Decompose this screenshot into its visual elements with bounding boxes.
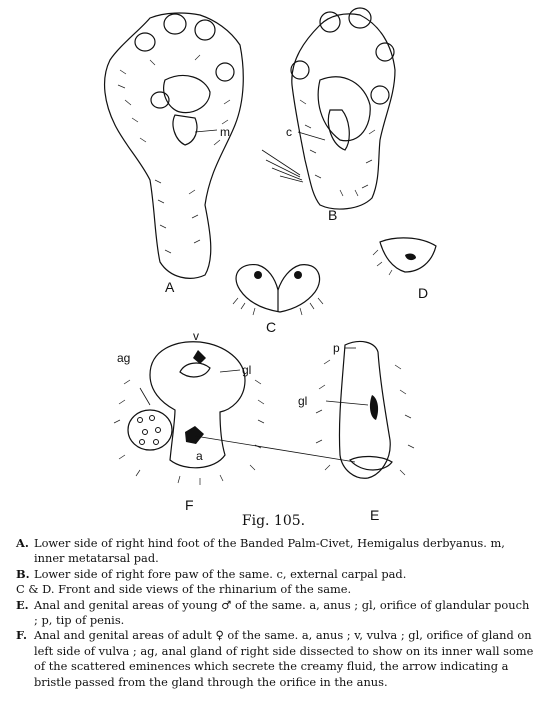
panel-c-rhinarium-front-drawing xyxy=(233,265,323,315)
legend-key: B. xyxy=(16,566,30,581)
legend-key: A. xyxy=(16,536,29,550)
legend-item-a xyxy=(16,536,536,567)
legend-text: Lower side of right hind foot of the Banded Palm-Civet, Hemigalus derbyanus. m, inner metatarsal pad. xyxy=(34,536,505,566)
panel-b-fore-paw-drawing xyxy=(262,8,395,209)
panel-label-c: C xyxy=(266,319,277,335)
figure-number: Fig. 105. xyxy=(241,513,306,529)
annotation-v: v xyxy=(193,329,199,343)
legend-item-f xyxy=(16,628,536,690)
legend-key: F. xyxy=(16,628,27,643)
panel-label-f: F xyxy=(185,497,194,513)
annotation-a: a xyxy=(196,449,203,463)
annotation-c: c xyxy=(286,125,292,139)
annotation-p: p xyxy=(333,341,340,355)
annotation-gl-e: gl xyxy=(298,394,308,408)
legend-item-c-d xyxy=(16,582,536,597)
panel-label-b: B xyxy=(328,207,338,223)
legend-text: Anal and genital areas of adult ♀ of the same. a, anus ; v, vulva ; gl, orifice of gland on left side of vulva ; ag, anal gland of right side dissected to show on its inner wall some of the scattered eminences which secrete the creamy fluid, the arrow indicating a bristle passed from the gland through the orifice in the anus. xyxy=(34,628,534,689)
legend-item-b xyxy=(16,567,536,582)
panel-label-a: A xyxy=(165,279,175,295)
annotation-m: m xyxy=(220,125,230,139)
panel-label-e: E xyxy=(370,507,380,520)
panel-label-d: D xyxy=(418,285,429,301)
figure-legend xyxy=(16,536,536,690)
legend-key: E. xyxy=(16,597,29,612)
legend-text: C & D. Front and side views of the rhinarium of the same. xyxy=(16,582,352,597)
annotation-gl-f: gl xyxy=(242,363,252,377)
legend-text: Anal and genital areas of young ♂ of the same. a, anus ; gl, orifice of glandular pouch ; p, tip of penis. xyxy=(34,597,530,628)
panel-a-hind-foot-drawing xyxy=(105,13,244,278)
legend-text: Lower side of right fore paw of the same. c, external carpal pad. xyxy=(34,566,407,581)
panel-d-rhinarium-side-drawing xyxy=(373,238,436,275)
annotation-ag: ag xyxy=(117,351,131,365)
legend-item-e xyxy=(16,598,536,629)
